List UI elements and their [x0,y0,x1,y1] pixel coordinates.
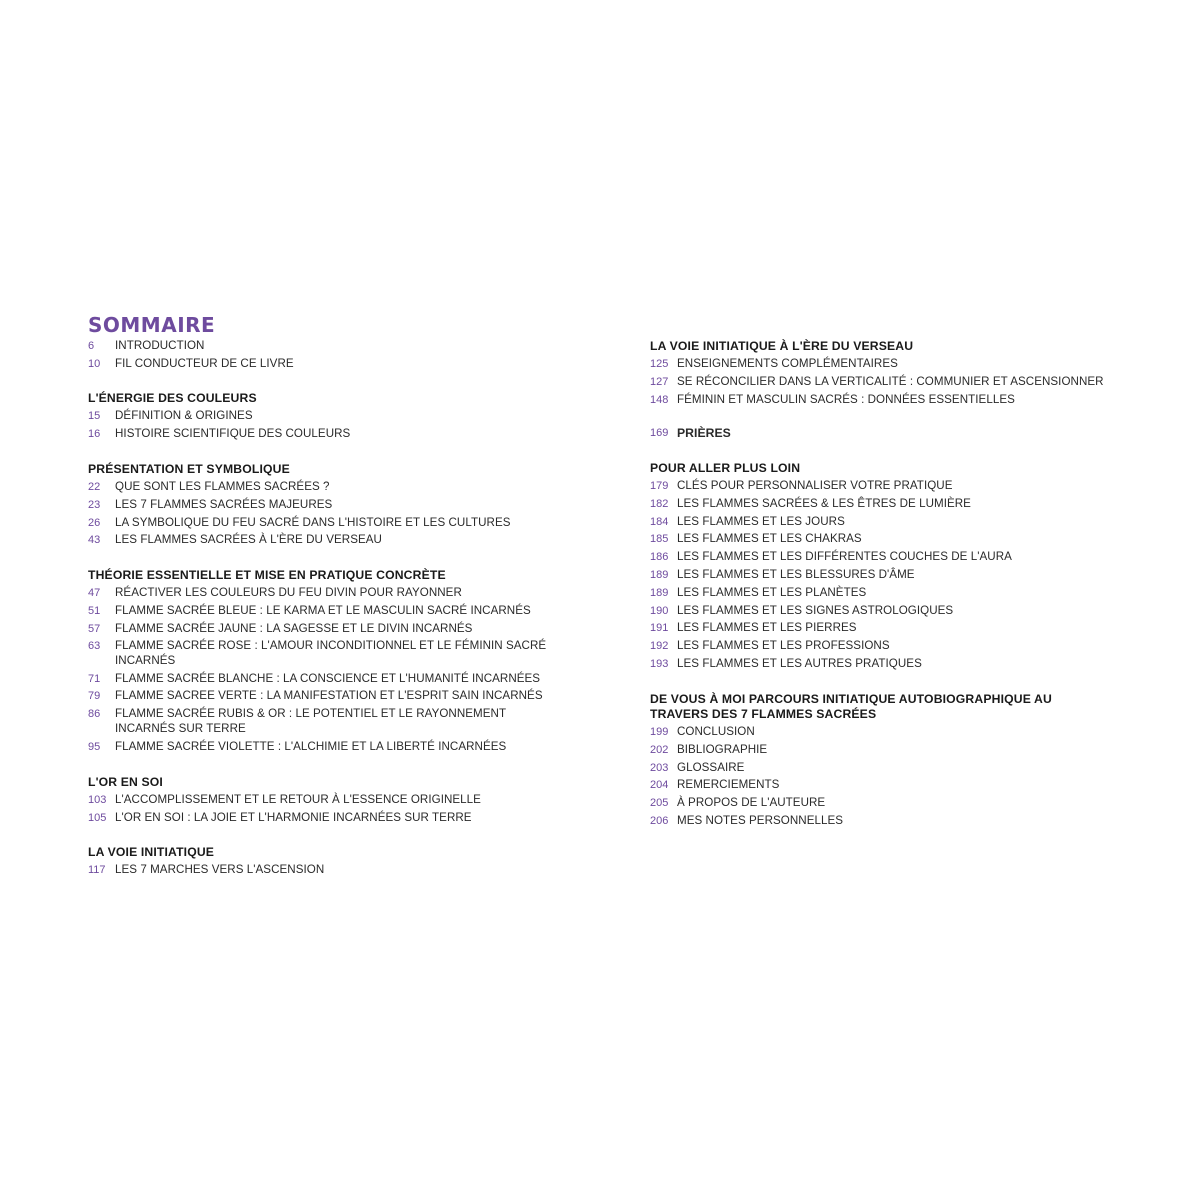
page-number: 86 [88,708,101,721]
page-number: 189 [650,586,669,599]
section-heading: THÉORIE ESSENTIELLE ET MISE EN PRATIQUE CONCRÈTE [88,568,446,582]
toc-entry[interactable] [650,375,1120,390]
entry-label: LES FLAMMES SACRÉES & LES ÊTRES DE LUMIÈRE [677,496,971,510]
toc-entry[interactable] [650,393,1120,408]
page-number: 105 [88,811,107,824]
entry-label: FLAMME SACRÉE BLEUE : LE KARMA ET LE MASCULIN SACRÉ INCARNÉS [115,603,531,617]
page-number: 148 [650,393,669,406]
toc-entry[interactable] [88,740,568,755]
toc-entry[interactable] [650,568,1120,583]
toc-entry[interactable] [88,811,568,826]
toc-entry[interactable] [650,515,1120,530]
toc-entry[interactable] [650,550,1120,565]
toc-entry[interactable] [88,863,568,878]
toc-entry[interactable] [88,586,568,601]
toc-entry[interactable] [650,497,1120,512]
toc-entry[interactable] [650,725,1120,740]
toc-entry[interactable] [88,604,568,619]
toc-entry[interactable] [88,480,568,495]
page-number: 179 [650,480,669,492]
toc-entry[interactable] [88,409,568,424]
entry-label: FLAMME SACRÉE ROSE : L'AMOUR INCONDITIONNEL ET LE FÉMININ SACRÉ INCARNÉS [115,639,547,667]
toc-entry[interactable] [88,339,568,354]
page-number: 10 [88,357,101,370]
page-number: 117 [88,864,106,876]
toc-entry[interactable] [650,621,1120,636]
page-number: 192 [650,640,669,653]
entry-label: ENSEIGNEMENTS COMPLÉMENTAIRES [677,357,898,370]
entry-label: GLOSSAIRE [677,760,745,774]
page-number: 191 [650,622,669,635]
toc-section [650,339,1120,410]
toc-entry[interactable] [650,743,1120,758]
entry-label: CLÉS POUR PERSONNALISER VOTRE PRATIQUE [677,479,953,492]
toc-entry[interactable] [88,672,568,687]
entry-label: SE RÉCONCILIER DANS LA VERTICALITÉ : COMMUNIER ET ASCENSIONNER [677,374,1104,388]
page-number: 206 [650,814,669,827]
entry-label: DÉFINITION & ORIGINES [115,409,253,422]
section-heading: LA VOIE INITIATIQUE [88,845,215,859]
toc-entry[interactable] [88,357,568,372]
toc-entry[interactable] [88,639,568,668]
toc-intro-block [88,339,568,375]
page-title: SOMMAIRE [88,313,216,337]
page-number: 63 [88,640,101,653]
section-heading: POUR ALLER PLUS LOIN [650,461,801,475]
section-heading: L'OR EN SOI [88,775,163,789]
entry-label: HISTOIRE SCIENTIFIQUE DES COULEURS [115,426,351,440]
toc-section [88,462,568,551]
toc-entry[interactable] [88,707,568,736]
toc-entry[interactable] [650,778,1120,793]
entry-label: À PROPOS DE L'AUTEURE [677,796,826,810]
toc-entry[interactable] [88,516,568,531]
page-number: 15 [88,410,101,422]
entry-label: REMERCIEMENTS [677,778,780,792]
entry-label: MES NOTES PERSONNELLES [677,813,844,827]
page-number: 71 [88,672,101,685]
toc-entry[interactable] [650,532,1120,547]
entry-label: QUE SONT LES FLAMMES SACRÉES ? [115,480,330,493]
toc-section [88,391,568,445]
toc-section [88,568,568,757]
entry-label: FÉMININ ET MASCULIN SACRÉS : DONNÉES ESSENTIELLES [677,392,1015,406]
entry-label: INTRODUCTION [115,339,205,352]
page-number: 169 [650,427,669,439]
toc-entry[interactable] [88,622,568,637]
entry-label: LES FLAMMES SACRÉES À L'ÈRE DU VERSEAU [115,533,382,547]
entry-label: L'OR EN SOI : LA JOIE ET L'HARMONIE INCARNÉES SUR TERRE [115,810,472,824]
page-number: 186 [650,551,669,564]
page-number: 189 [650,568,669,581]
toc-entry[interactable] [650,426,1120,441]
entry-label: RÉACTIVER LES COULEURS DU FEU DIVIN POUR RAYONNER [115,586,462,599]
entry-label: FLAMME SACREE VERTE : LA MANIFESTATION ET L'ESPRIT SAIN INCARNÉS [115,689,543,703]
toc-entry[interactable] [650,357,1120,372]
page-number: 202 [650,743,669,756]
entry-label: FLAMME SACRÉE BLANCHE : LA CONSCIENCE ET L'HUMANITÉ INCARNÉES [115,671,541,685]
page-number: 47 [88,587,101,599]
section-heading: DE VOUS À MOI PARCOURS INITIATIQUE AUTOBIOGRAPHIQUE AU TRAVERS DES 7 FLAMMES SACRÉES [650,692,1052,721]
toc-entry[interactable] [650,604,1120,619]
page-number: 23 [88,498,101,511]
page-number: 203 [650,761,669,774]
entry-label: LES FLAMMES ET LES SIGNES ASTROLOGIQUES [677,603,954,617]
page-number: 95 [88,740,101,753]
toc-entry[interactable] [88,427,568,442]
toc-section [88,845,568,881]
entry-label: CONCLUSION [677,725,755,738]
toc-entry[interactable] [88,498,568,513]
entry-label: LES FLAMMES ET LES PROFESSIONS [677,639,890,653]
toc-section [650,426,1120,444]
toc-entry[interactable] [650,657,1120,672]
section-heading: LA VOIE INITIATIQUE À L'ÈRE DU VERSEAU [650,339,914,353]
entry-label: PRIÈRES [677,426,731,440]
entry-label: LES 7 FLAMMES SACRÉES MAJEURES [115,497,333,511]
section-heading: PRÉSENTATION ET SYMBOLIQUE [88,462,290,476]
toc-entry[interactable] [88,533,568,548]
page-number: 193 [650,657,669,670]
toc-entry[interactable] [650,814,1120,829]
entry-label: FLAMME SACRÉE JAUNE : LA SAGESSE ET LE DIVIN INCARNÉS [115,621,473,635]
toc-entry[interactable] [650,586,1120,601]
page-number: 184 [650,515,669,528]
entry-label: LES FLAMMES ET LES CHAKRAS [677,532,862,546]
entry-label: LES FLAMMES ET LES PLANÈTES [677,585,867,599]
page-number: 125 [650,358,669,370]
entry-label: LES FLAMMES ET LES DIFFÉRENTES COUCHES DE L'AURA [677,550,1012,564]
page-number: 79 [88,690,101,703]
page-number: 51 [88,604,101,617]
page-number: 57 [88,622,101,635]
entry-label: FIL CONDUCTEUR DE CE LIVRE [115,356,294,370]
entry-label: LES FLAMMES ET LES BLESSURES D'ÂME [677,567,915,581]
entry-label: LES 7 MARCHES VERS L'ASCENSION [115,863,325,876]
toc-entry[interactable] [650,796,1120,811]
toc-section [650,692,1120,832]
page-number: 26 [88,516,101,529]
page-number: 16 [88,427,101,440]
page-number: 103 [88,794,107,806]
toc-entry[interactable] [650,761,1120,776]
page-number: 199 [650,726,669,738]
entry-label: FLAMME SACRÉE VIOLETTE : L'ALCHIMIE ET LA LIBERTÉ INCARNÉES [115,739,507,753]
section-heading: L'ÉNERGIE DES COULEURS [88,391,257,405]
page-number: 6 [88,340,95,352]
page-number: 22 [88,481,101,493]
page-number: 205 [650,797,669,810]
entry-label: BIBLIOGRAPHIE [677,742,768,756]
toc-entry[interactable] [650,639,1120,654]
entry-label: L'ACCOMPLISSEMENT ET LE RETOUR À L'ESSENCE ORIGINELLE [115,793,481,806]
toc-entry[interactable] [88,689,568,704]
entry-label: LES FLAMMES ET LES PIERRES [677,621,857,635]
toc-entry[interactable] [88,793,568,808]
toc-entry[interactable] [650,479,1120,494]
toc-section [88,775,568,829]
page-number: 185 [650,533,669,546]
entry-label: LES FLAMMES ET LES AUTRES PRATIQUES [677,656,922,670]
entry-label: LES FLAMMES ET LES JOURS [677,514,845,528]
page-number: 182 [650,497,669,510]
page-number: 43 [88,534,101,547]
toc-section [650,461,1120,675]
entry-label: FLAMME SACRÉE RUBIS & OR : LE POTENTIEL ET LE RAYONNEMENT INCARNÉS SUR TERRE [115,707,506,735]
page-number: 204 [650,779,669,792]
page-number: 190 [650,604,669,617]
page-number: 127 [650,375,669,388]
entry-label: LA SYMBOLIQUE DU FEU SACRÉ DANS L'HISTOIRE ET LES CULTURES [115,515,511,529]
